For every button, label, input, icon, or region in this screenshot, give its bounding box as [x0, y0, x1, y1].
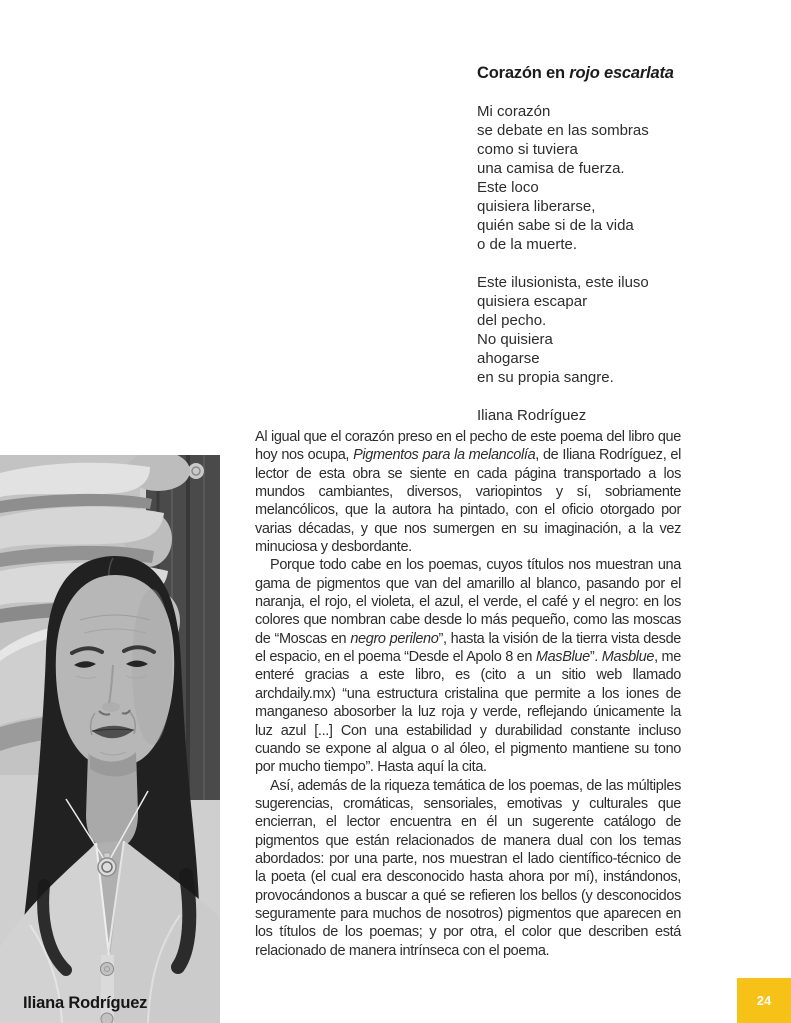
- poem-title: [477, 64, 777, 83]
- article-paragraph: [255, 556, 681, 776]
- page-number-badge: [737, 978, 791, 1023]
- poem-line: quién sabe si de la vida: [477, 217, 634, 234]
- portrait-photo: [0, 455, 220, 1023]
- poem-stanza: [477, 102, 777, 254]
- text-segment: MasBlue: [535, 649, 590, 666]
- text-segment: ”, hasta la visión de la tierra vista desde el espacio, en el poema “Desde el Apolo 8 en: [255, 630, 681, 666]
- poem-line: una camisa de fuerza.: [477, 160, 625, 177]
- neck: [86, 751, 138, 849]
- poem-line: se debate en las sombras: [477, 122, 649, 139]
- blouse-button: [101, 1013, 113, 1023]
- poem-line: Este loco: [477, 179, 539, 196]
- text-segment: ”.: [589, 649, 602, 666]
- article-paragraph: [255, 777, 681, 960]
- poem-line: como si tuviera: [477, 141, 578, 158]
- text-segment: , me enteré gracias a este libro, es (cito a un sitio web llamado archdaily.mx) “una estructura cristalina que permite a los iones de manganeso abosorber la luz roja y verde, reflejando únicamente la luz azul [...] Con una estabilidad y durabilidad constante incluso cuando se expone al algua o al óleo, el pigmento mantiene su tono por mucho tiempo”. Hasta aquí la cita.: [255, 649, 681, 776]
- text-segment: Pigmentos para la melancolía: [353, 447, 536, 464]
- article-text: [255, 428, 681, 960]
- text-segment: , de Iliana Rodríguez, el lector de esta obra se siente en cada página transportado a los mundos cambiantes, diversos, variopintos y sí, sobriamente melancólicos, que la autora ha pintado, con el oficio otorgado por varias décadas, y que nos sumergen en su imaginación, a la vez minuciosa y desbordante.: [255, 447, 681, 556]
- article-paragraph: [255, 428, 681, 556]
- text-segment: Porque todo cabe en los poemas, cuyos títulos nos muestran una gama de pigmentos que van del amarillo al blanco, pasando por el naranja, el rojo, el violeta, el azul, el verde, el café y el negro: en los colores que nombran cabe desde lo más pequeño, como las moscas de “Moscas en: [255, 557, 681, 647]
- page-number: 24: [756, 993, 772, 1008]
- photo-caption: Iliana Rodríguez: [23, 994, 148, 1012]
- poem-line: o de la muerte.: [477, 236, 578, 253]
- poem-line: ahogarse: [477, 350, 540, 367]
- face: [56, 575, 174, 767]
- poem-line: en su propia sangre.: [477, 369, 614, 386]
- poem-attribution: Iliana Rodríguez: [477, 407, 587, 424]
- text-segment: Al igual que el corazón preso en el pecho de este poema del libro que hoy nos ocupa,: [255, 429, 681, 464]
- text-segment: rojo escarlata: [569, 64, 674, 82]
- poem-block: [477, 64, 777, 425]
- poem-line: Este ilusionista, este iluso: [477, 274, 649, 291]
- poem-line: No quisiera: [477, 331, 553, 348]
- text-segment: negro perileno: [350, 630, 439, 647]
- poem-line: del pecho.: [477, 312, 547, 329]
- text-segment: Masblue: [601, 649, 655, 666]
- portrait-photo-art: [0, 455, 220, 1023]
- poem-stanza: [477, 273, 777, 387]
- poem-body: [477, 102, 777, 387]
- poem-line: Mi corazón: [477, 103, 551, 120]
- door-knob: [188, 463, 204, 479]
- text-segment: Corazón en: [477, 64, 570, 82]
- poem-line: quisiera escapar: [477, 293, 588, 310]
- poem-line: quisiera liberarse,: [477, 198, 596, 215]
- text-segment: Así, además de la riqueza temática de los poemas, de las múltiples sugerencias, cromáticas, sensoriales, emotivas y culturales que encierran, el lector encuentra en él un sugerente catálogo de pigmentos que están relacionados de manera dual con los temas abordados: por una parte, nos muestran el lado científico-técnico de la poeta (el cual era desconocido hasta ahora por mí), instándonos, provocándonos a buscar a qué se refieren los bellos (y desconocidos seguramente para muchos de nosotros) pigmentos que aparecen en los títulos de los poemas; y por otra, el color que describen está relacionado de manera intrínseca con el poema.: [255, 777, 681, 959]
- blouse-button: [101, 963, 114, 976]
